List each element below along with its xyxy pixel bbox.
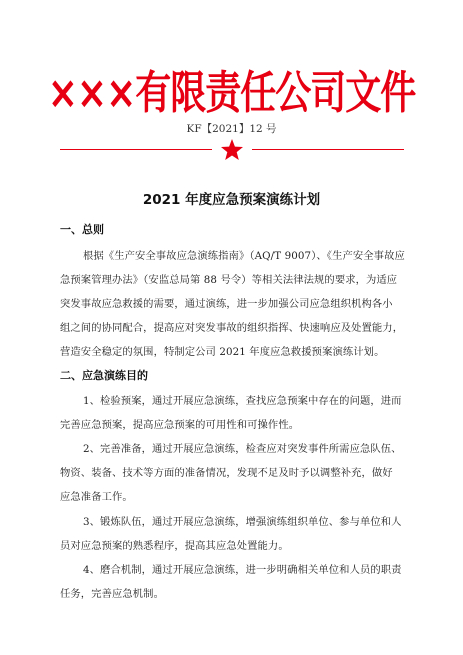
section-heading: 二、应急演练目的: [60, 369, 148, 382]
document-number: KF【2021】12 号: [186, 123, 277, 135]
section-heading: 一、总则: [60, 223, 104, 236]
paragraph-line: 急预案管理办法》（安监总局第 88 号令）等相关法律法规的要求，为适应: [60, 274, 398, 286]
paragraph-line: 完善应急预案，提高应急预案的可用性和可操作性。: [60, 419, 300, 431]
red-divider: [60, 136, 404, 164]
paragraph-line: 3、锻炼队伍，通过开展应急演练，增强演练组织单位、参与单位和人: [83, 516, 402, 528]
paragraph-line: 员对应急预案的熟悉程序，提高其应急处置能力。: [60, 540, 289, 552]
paragraph-line: 物资、装备、技术等方面的准备情况，发现不足及时予以调整补充，做好: [60, 467, 393, 479]
paragraph-line: 2、完善准备，通过开展应急演练，检查应对突发事件所需应急队伍、: [83, 443, 402, 455]
masthead-title: ×××有限责任公司文件: [47, 68, 416, 120]
paragraph-line: 1、检验预案，通过开展应急演练，查找应急预案中存在的问题，进而: [83, 395, 402, 407]
divider-line-left: [60, 149, 212, 150]
paragraph-line: 组之间的协同配合，提高应对突发事故的组织指挥、快速响应及处置能力，: [60, 322, 404, 334]
paragraph-line: 任务，完善应急机制。: [60, 588, 164, 600]
paragraph-line: 突发事故应急救援的需要，通过演练，进一步加强公司应急组织机构各小: [60, 298, 393, 310]
paragraph-line: 营造安全稳定的氛围，特制定公司 2021 年度应急救援预案演练计划。: [60, 346, 385, 358]
divider-line-right: [252, 149, 404, 150]
paragraph-line: 应急准备工作。: [60, 491, 133, 503]
paragraph-line: 根据《生产安全事故应急演练指南》（AQ/T 9007）、《生产安全事故应: [83, 250, 405, 262]
document-title: 2021 年度应急预案演练计划: [142, 192, 321, 208]
paragraph-line: 4、磨合机制，通过开展应急演练，进一步明确相关单位和人员的职责: [83, 564, 402, 576]
red-star-icon: [220, 138, 244, 162]
